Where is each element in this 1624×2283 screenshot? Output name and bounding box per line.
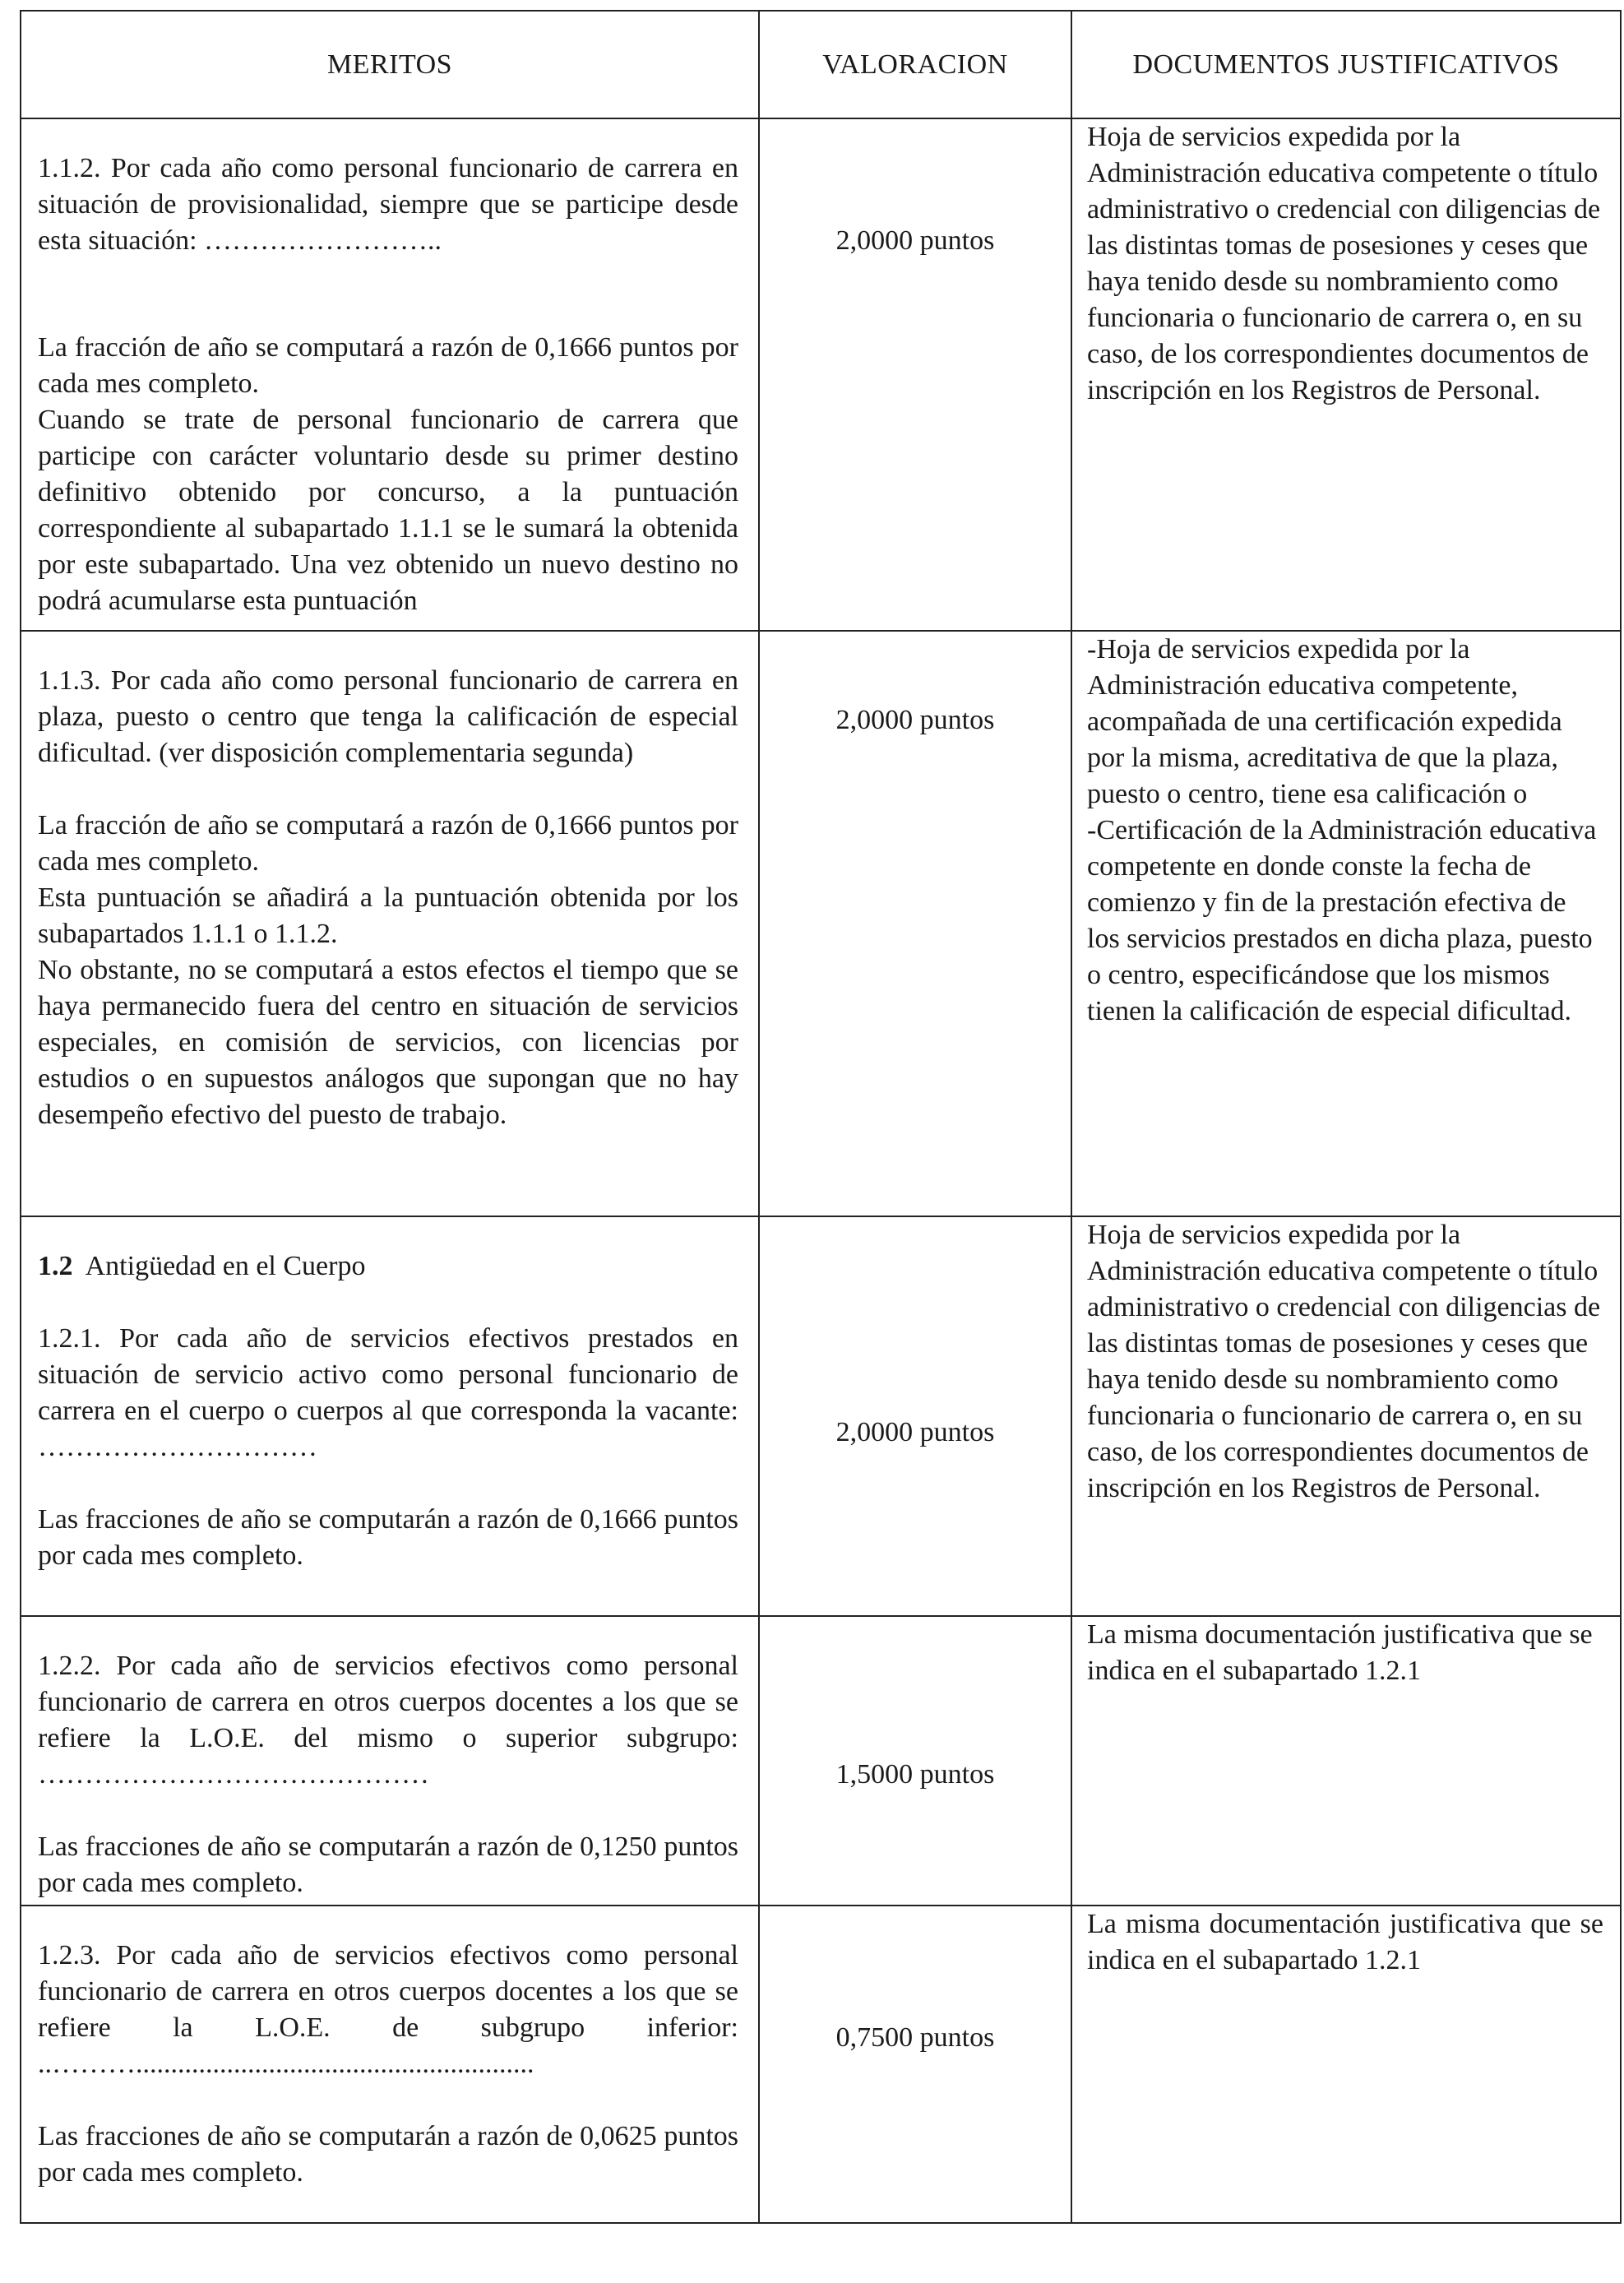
merit-text: 1.2.3. Por cada año de servicios efectivos como personal funcionario de carrera en otros cuerpos docentes a los que se refiere la L.O.E. de subgrupo inferior: ..………......................................................... <box>38 1939 738 2079</box>
docs-text: Hoja de servicios expedida por la Administración educativa competente o título administrativo o credencial con diligencias de las distintas tomas de posesiones y ceses que haya tenido desde su nombramiento como funcionaria o funcionario de carrera o, en su caso, de los correspondientes documentos de inscripción en los Registros de Personal. <box>1087 1220 1601 1504</box>
merit-text: No obstante, no se computará a estos efectos el tiempo que se haya permanecido fuera del centro en situación de servicios especiales, en comisión de servicios, con licencias por estudios o en supuestos análogos que supongan que no hay desempeño efectivo del puesto de trabajo. <box>38 955 738 1131</box>
merit-text: Las fracciones de año se computarán a razón de 0,1250 puntos por cada mes completo. <box>38 1831 738 1898</box>
valoracion-value: 2,0000 puntos <box>835 705 995 736</box>
table-row <box>21 1906 1621 2223</box>
table-row <box>21 1216 1621 1615</box>
docs-cell <box>1071 1216 1621 1615</box>
valoracion-value: 0,7500 puntos <box>835 2021 995 2053</box>
merit-text: 1.1.3. Por cada año como personal funcionario de carrera en plaza, puesto o centro que tenga la calificación de especial dificultad. (ver disposición complementaria segunda) <box>38 665 738 769</box>
merit-text: Las fracciones de año se computarán a razón de 0,0625 puntos por cada mes completo. <box>38 2120 738 2188</box>
valoracion-cell <box>759 1616 1071 1906</box>
valoracion-cell <box>759 1906 1071 2223</box>
section-number: 1.2 <box>38 1251 73 1282</box>
docs-cell <box>1071 631 1621 1216</box>
merit-cell <box>21 118 759 631</box>
merit-cell <box>21 631 759 1216</box>
merit-text: 1.2.2. Por cada año de servicios efectivos como personal funcionario de carrera en otros cuerpos docentes a los que se refiere la L.O.E. del mismo o superior subgrupo: …………………………………… <box>38 1650 738 1790</box>
docs-text: Hoja de servicios expedida por la Administración educativa competente o título administrativo o credencial con diligencias de las distintas tomas de posesiones y ceses que haya tenido desde su nombramiento como funcionaria o funcionario de carrera o, en su caso, de los correspondientes documentos de inscripción en los Registros de Personal. <box>1087 122 1601 406</box>
valoracion-cell <box>759 118 1071 631</box>
merit-text: Las fracciones de año se computarán a razón de 0,1666 puntos por cada mes completo. <box>38 1504 738 1572</box>
merit-text: La fracción de año se computará a razón de 0,1666 puntos por cada mes completo. <box>38 332 738 400</box>
table-header-row <box>21 11 1621 118</box>
docs-cell <box>1071 1616 1621 1906</box>
merit-cell <box>21 1906 759 2223</box>
valoracion-cell <box>759 1216 1071 1615</box>
docs-cell <box>1071 1906 1621 2223</box>
table-row <box>21 118 1621 631</box>
valoracion-value: 2,0000 puntos <box>835 225 995 257</box>
valoracion-value: 1,5000 puntos <box>835 1758 995 1790</box>
valoracion-value: 2,0000 puntos <box>835 1417 995 1448</box>
docs-text: La misma documentación justificativa que se indica en el subapartado 1.2.1 <box>1087 1618 1593 1686</box>
table-row <box>21 1616 1621 1906</box>
merit-text: Esta puntuación se añadirá a la puntuación obtenida por los subapartados 1.1.1 o 1.1.2. <box>38 882 738 950</box>
valoracion-cell <box>759 631 1071 1216</box>
merit-text: 1.1.2. Por cada año como personal funcionario de carrera en situación de provisionalidad, siempre que se participe desde esta situación: …………………….. <box>38 153 738 257</box>
merit-text: La fracción de año se computará a razón de 0,1666 puntos por cada mes completo. <box>38 810 738 878</box>
merits-table <box>20 10 1622 2224</box>
docs-text: La misma documentación justificativa que se indica en el subapartado 1.2.1 <box>1087 1908 1603 1975</box>
section-title: Antigüedad en el Cuerpo <box>85 1251 366 1282</box>
merit-text: 1.2.1. Por cada año de servicios efectivos prestados en situación de servicio activo como personal funcionario de carrera en el cuerpo o cuerpos al que corresponda la vacante: ………………………… <box>38 1323 738 1463</box>
table-row <box>21 631 1621 1216</box>
merit-cell <box>21 1216 759 1615</box>
docs-text: -Hoja de servicios expedida por la Administración educativa competente, acompañada de una certificación expedida por la misma, acreditativa de que la plaza, puesto o centro, tiene esa calificación o <box>1087 634 1562 810</box>
docs-text: -Certificación de la Administración educativa competente en donde conste la fecha de comienzo y fin de la prestación efectiva de los servicios prestados en dicha plaza, puesto o centro, especificándose que los mismos tienen la calificación de especial dificultad. <box>1087 815 1597 1027</box>
header-valoracion: VALORACION <box>759 11 1071 118</box>
docs-cell <box>1071 118 1621 631</box>
merit-cell <box>21 1616 759 1906</box>
header-meritos: MERITOS <box>21 11 759 118</box>
section-heading <box>38 1248 738 1285</box>
header-documentos: DOCUMENTOS JUSTIFICATIVOS <box>1071 11 1621 118</box>
merit-text: Cuando se trate de personal funcionario de carrera que participe con carácter voluntario desde su primer destino definitivo obtenido por concurso, a la puntuación correspondiente al subapartado 1.1.1 se le sumará la obtenida por este subapartado. Una vez obtenido un nuevo destino no podrá acumularse esta puntuación <box>38 405 738 617</box>
